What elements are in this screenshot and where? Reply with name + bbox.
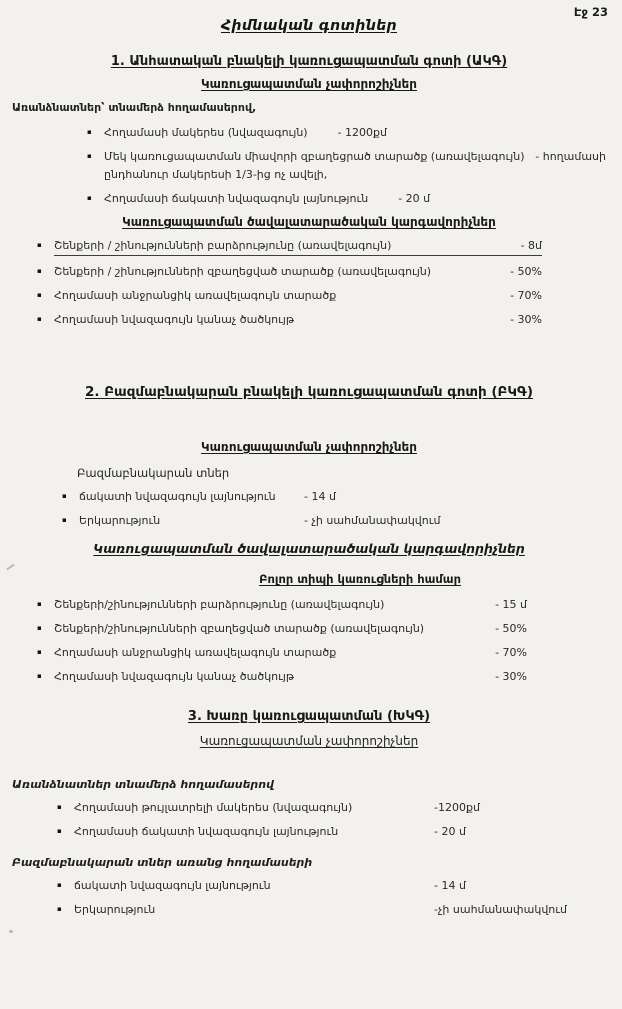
list-item (37, 668, 527, 685)
item-value: - 15 մ (495, 598, 527, 611)
list-item (57, 823, 606, 840)
item-label: Երկարություն (79, 514, 161, 527)
section-2-intro: Բազմաբնակարան տներ (77, 466, 230, 480)
list-item (87, 190, 606, 207)
item-label: Երկարություն (74, 903, 156, 916)
section-3-group-1-list (57, 799, 606, 840)
bullet-icon: ▪ (37, 315, 42, 323)
item-value: - չի սահմանափակվում (304, 514, 441, 527)
bullet-icon: ▪ (87, 128, 92, 136)
section-2-regulators-heading: Կառուցապատման ծավալատարածական կարգավորիչներ (93, 541, 525, 556)
item-label: ճակատի նվազագույն լայնություն (74, 879, 271, 892)
list-item (87, 124, 606, 141)
bullet-icon: ▪ (37, 624, 42, 632)
list-item (37, 311, 542, 328)
item-label: Մեկ կառուցապատման միավորի զբաղեցրած տարածք (առավելագույն) (104, 150, 525, 163)
item-label: Շենքերի / շինությունների բարձրությունը (առավելագույն) (54, 239, 392, 252)
item-value: -1200քմ (434, 801, 480, 814)
item-label: Հողամասի նվազագույն կանաչ ծածկույթ (54, 313, 295, 326)
list-item (37, 237, 542, 256)
item-value: - 70% (510, 289, 542, 302)
bullet-icon: ▪ (37, 291, 42, 299)
bullet-icon: ▪ (57, 905, 62, 913)
list-item (57, 877, 606, 894)
bullet-icon: ▪ (87, 152, 92, 160)
item-value: - հողամասի (535, 150, 606, 163)
bullet-icon: ▪ (37, 267, 42, 275)
section-3-group-1-intro: Առանձնատներ տնամերձ հողամասերով (12, 778, 274, 791)
list-item (37, 287, 542, 304)
section-3-group-2-list (57, 877, 606, 918)
item-label: Հողամասի թույլատրելի մակերես (նվազագույն) (74, 801, 353, 814)
section-3-standards-heading: Կառուցապատման չափորոշիչներ (199, 734, 419, 748)
section-1-regulators-heading: Կառուցապատման ծավալատարածական կարգավորիչներ (122, 215, 496, 229)
list-item (37, 263, 542, 280)
item-value: - 8մ (520, 239, 542, 252)
bullet-icon: ▪ (37, 672, 42, 680)
list-item (57, 901, 606, 918)
section-1-standards-list (87, 124, 606, 207)
item-label: Հողամասի անջրանցիկ առավելագույն տարածք (54, 289, 337, 302)
bullet-icon: ▪ (57, 803, 62, 811)
section-1-standards-heading: Կառուցապատման չափորոշիչներ (201, 77, 417, 91)
section-2-regulators-list (37, 596, 527, 685)
section-3-group-2-intro: Բազմաբնակարան տներ առանց հողամասերի (12, 856, 313, 869)
item-label: Շենքերի/շինությունների զբաղեցված տարածք (առավելագույն) (54, 622, 425, 635)
list-item (62, 488, 606, 505)
list-item (37, 620, 527, 637)
item-value: - 14 մ (434, 879, 466, 892)
list-item (57, 799, 606, 816)
section-2-regulators-subheading: Բոլոր տիպի կառուցների համար (259, 572, 461, 586)
item-label: Հողամասի ճակատի նվազագույն լայնություն (104, 192, 369, 205)
bullet-icon: ▪ (57, 827, 62, 835)
item-label: Շենքերի/շինությունների բարձրությունը (առավելագույն) (54, 598, 385, 611)
bullet-icon: ▪ (37, 241, 42, 249)
bullet-icon: ▪ (62, 492, 67, 500)
item-label: Շենքերի / շինությունների զբաղեցված տարածք (առավելագույն) (54, 265, 432, 278)
item-label: Հողամասի ճակատի նվազագույն լայնություն (74, 825, 339, 838)
item-label: ճակատի նվազագույն լայնություն (79, 490, 276, 503)
item-value: - 70% (495, 646, 527, 659)
section-1-regulators-list (37, 237, 542, 328)
list-item (37, 596, 527, 613)
item-value: - 20 մ (398, 192, 431, 205)
item-value: - 1200քմ (337, 126, 388, 139)
section-2-standards-heading: Կառուցապատման չափորոշիչներ (201, 440, 417, 454)
list-item (62, 512, 606, 529)
list-item (37, 644, 527, 661)
item-value: - 30% (495, 670, 527, 683)
document-title: Հիմնական գոտիներ (220, 18, 397, 34)
page-number: Էջ 23 (573, 5, 608, 19)
scan-artifact (6, 564, 15, 571)
section-2-standards-list (62, 488, 606, 529)
item-value: - 50% (495, 622, 527, 635)
scan-artifact (9, 930, 13, 933)
item-value: -չի սահմանափակվում (434, 903, 568, 916)
bullet-icon: ▪ (57, 881, 62, 889)
item-value: - 50% (510, 265, 542, 278)
item-value: - 20 մ (434, 825, 466, 838)
bullet-icon: ▪ (37, 600, 42, 608)
section-2-heading: 2. Բազմաբնակարան բնակելի կառուցապատման գոտի (ԲԿԳ) (84, 384, 534, 400)
bullet-icon: ▪ (37, 648, 42, 656)
section-3-heading: 3. Խառը կառուցապատման (ԽԿԳ) (187, 709, 431, 724)
list-item (87, 148, 606, 183)
item-label: Հողամասի անջրանցիկ առավելագույն տարածք (54, 646, 337, 659)
item-value: - 14 մ (304, 490, 336, 503)
item-continuation: ընդհանուր մակերեսի 1/3-ից ոչ ավելի, (104, 168, 328, 181)
item-value: - 30% (510, 313, 542, 326)
section-1-intro: Առանձնատներ՝ տնամերձ հողամասերով, (12, 101, 257, 114)
bullet-icon: ▪ (62, 516, 67, 524)
item-label: Հողամասի մակերես (նվազագույն) (104, 126, 308, 139)
bullet-icon: ▪ (87, 194, 92, 202)
section-1-heading: 1. Անհատական բնակելի կառուցապատման գոտի (ԱԿԳ) (110, 54, 508, 69)
item-label: Հողամասի նվազագույն կանաչ ծածկույթ (54, 670, 295, 683)
